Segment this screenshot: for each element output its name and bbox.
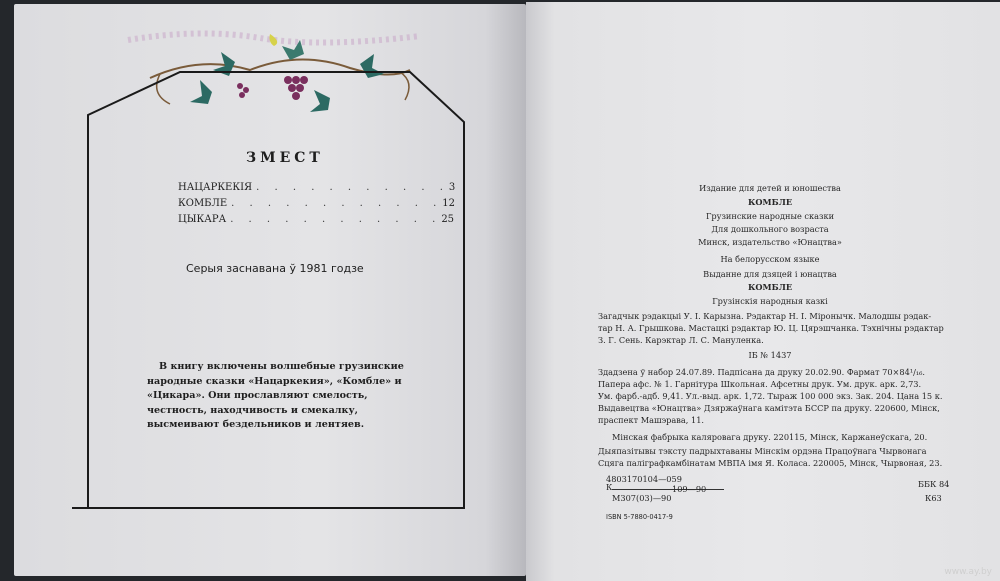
toc-item-page: 3 bbox=[448, 182, 456, 193]
book-annotation: В книгу включены волшебные грузинские народные сказки «Нацаркекия», «Комбле» и «Цикара». Они прославляют смелость, честность, находчивость и смекалку, высмеивают бездельников и лентяев. bbox=[147, 361, 404, 430]
subtitle-ru: Грузинские народные сказки bbox=[705, 211, 835, 221]
factory-line: Мінская фабрыка каляровага друку. 220115, Мінск, Каржанеўскага, 20. bbox=[612, 432, 928, 442]
fraction-line bbox=[612, 489, 724, 490]
diapositive-line: Сцяга паліграфкамбінатам МВПА імя Я. Коласа. 220005, Мінск, Чырвоная, 23. bbox=[598, 458, 943, 468]
staff-line: З. Г. Сень. Карэктар Л. С. Мануленка. bbox=[598, 335, 764, 345]
print-detail-line: праспект Машэрава, 11. bbox=[598, 415, 705, 425]
catalog-code-k: К bbox=[606, 482, 613, 492]
catalog-code-bottom: М307(03)—90 bbox=[612, 493, 672, 503]
toc-item-page: 25 bbox=[441, 214, 455, 225]
catalog-code-top: 4803170104—059 bbox=[606, 474, 682, 484]
language-note: На белорусском языке bbox=[720, 254, 820, 264]
toc-item-title: ЦЫКАРА bbox=[178, 214, 227, 225]
catalog-code-mid: 109—90 bbox=[672, 484, 707, 494]
print-detail-line: Папера афс. № 1. Гарнітура Школьная. Афсетны друк. Ум. друк. арк. 2,73. bbox=[598, 379, 922, 389]
staff-line: Загадчык рэдакцыі У. І. Карызна. Рэдактар Н. І. Міронычк. Малодшы рэдак- bbox=[598, 311, 932, 321]
book-title-ru: КОМБЛЕ bbox=[747, 197, 793, 207]
print-detail-line: Ум. фарб.-адб. 9,41. Ул.-выд. арк. 1,72. Тыраж 100 000 экз. Зак. 204. Цана 15 к. bbox=[598, 391, 943, 401]
isbn: ISBN 5-7880-0417-9 bbox=[606, 513, 673, 521]
age-note: Для дошкольного возраста bbox=[711, 224, 829, 234]
print-detail-line: Выдавецтва «Юнацтва» Дзяржаўнага камітэта БССР па друку. 220600, Мінск, bbox=[598, 403, 940, 413]
toc-item-title: КОМБЛЕ bbox=[178, 198, 228, 209]
edition-note: Издание для детей и юношества bbox=[699, 183, 841, 193]
watermark: www.ay.by bbox=[944, 567, 992, 577]
bbk-subcode: К63 bbox=[925, 493, 942, 503]
frame-border bbox=[88, 72, 464, 508]
toc-item: ЦЫКАРА . . . . . . . . . . . . 25 bbox=[178, 214, 455, 225]
toc-item: НАЦАРКЕКІЯ . . . . . . . . . . . 3 bbox=[178, 182, 456, 193]
book-title-by: КОМБЛЕ bbox=[747, 282, 793, 292]
publisher-ru: Минск, издательство «Юнацтва» bbox=[698, 237, 842, 247]
staff-line: тар Н. А. Грышкова. Мастацкі рэдактар Ю. Ц. Цярэшчанка. Тэхнічны рэдактар bbox=[598, 323, 944, 333]
toc-item-page: 12 bbox=[442, 198, 456, 209]
toc-title: ЗМЕСТ bbox=[246, 150, 324, 166]
ib-number: ІБ № 1437 bbox=[748, 350, 792, 360]
subtitle-by: Грузінскія народныя казкі bbox=[712, 296, 828, 306]
toc-item: КОМБЛЕ . . . . . . . . . . . . 12 bbox=[178, 198, 456, 209]
edition-note-by: Выданне для дзяцей і юнацтва bbox=[703, 269, 837, 279]
toc-item-title: НАЦАРКЕКІЯ bbox=[178, 182, 253, 193]
diapositive-line: Дыяпазітывы тэксту падрыхтаваны Мінскім ордэна Працоўнага Чырвонага bbox=[598, 446, 927, 456]
print-detail-line: Здадзена ў набор 24.07.89. Падпісана да друку 20.02.90. Фармат 70×84¹/₁₆. bbox=[598, 367, 926, 377]
bbk-code: ББК 84 bbox=[918, 479, 950, 489]
series-note: Серыя заснавана ў 1981 годзе bbox=[186, 262, 364, 275]
